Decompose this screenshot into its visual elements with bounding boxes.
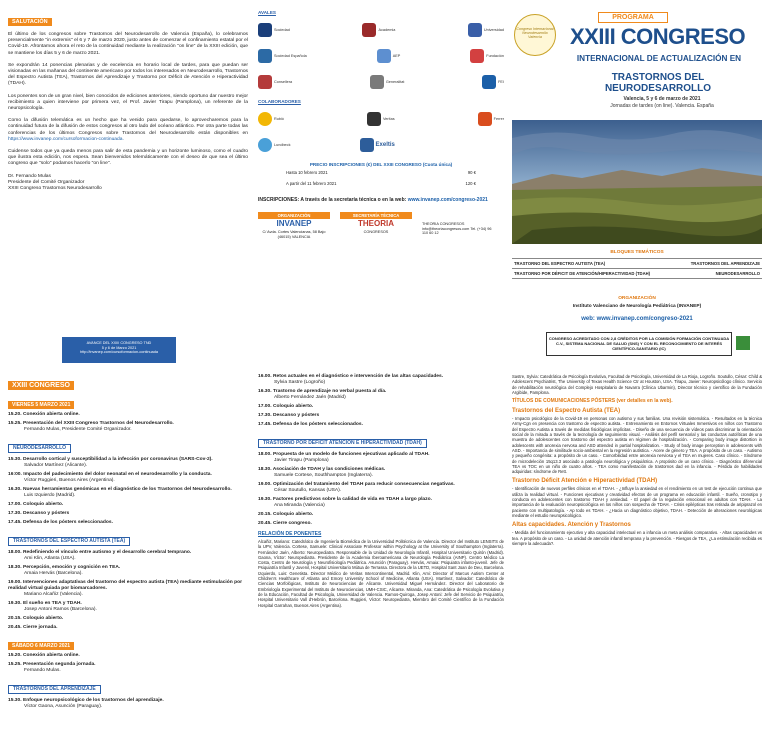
block-label-aprendizaje: TRASTORNOS DEL APRENDIZAJE	[8, 685, 101, 694]
session-item	[8, 472, 250, 484]
congress-badge: Congreso Internacional Neurodesarrollo Valencia	[514, 14, 556, 56]
colab-logo-mark	[258, 112, 272, 126]
session-item	[258, 374, 504, 386]
organization-title: ORGANIZACIÓN	[618, 296, 656, 301]
theoria-info: THEORIA CONGRESOS info@theoriacongresos.com Tel. (+34) 96 110 60 12	[422, 222, 492, 236]
aval-logo-mark	[258, 49, 272, 63]
session-speaker: Víctor Gaona, Asunción (Paraguay).	[24, 704, 103, 709]
price-value: 90 €	[467, 170, 476, 175]
session-title: 18.00. Propuesta de un modelo de funciones ejecutivas aplicado al TDAH.	[258, 452, 430, 457]
session-title: 15.30. Enfoque neuropsicológico de los trastornos del aprendizaje.	[8, 698, 164, 703]
aval-name: Fundación	[486, 54, 504, 58]
theoria-sub: CONGRESOS	[363, 230, 389, 234]
day1-header: VIERNES 5 MARZO 2021	[8, 401, 74, 409]
colab-logo	[258, 112, 284, 126]
session-item	[8, 457, 250, 469]
aval-logo	[258, 49, 307, 63]
session-title: 17.00. Coloquio abierto.	[258, 404, 314, 409]
session-title: 18.00. Redefiniendo el vínculo entre autismo y el desarrollo cerebral temprano.	[8, 550, 192, 555]
colab-logo-row	[258, 134, 504, 156]
price-label: A partir del 11 febrero 2021	[286, 181, 337, 186]
footer-link[interactable]: http://invanep.com/cursoformacion-continuada	[80, 350, 158, 355]
salutation-paragraph	[8, 118, 248, 143]
session-title: 17.45. Defensa de los pósters seleccionados.	[258, 422, 363, 427]
aval-logo-mark	[258, 75, 272, 89]
web-link[interactable]: web: www.invanep.com/congreso-2021	[581, 316, 693, 322]
price-row	[258, 178, 504, 189]
colab-name: Rubió	[274, 117, 284, 121]
registration-text: INSCRIPCIONES: A través de la secretaría técnica o en la web:	[258, 197, 407, 203]
posters-category: Trastornos del Espectro Autista (TEA)	[512, 408, 621, 415]
aval-logo-mark	[370, 75, 384, 89]
aval-name: Sociedad Española	[274, 54, 307, 58]
thematic-item: TRASTORNO DEL ESPECTRO AUTISTA (TEA)	[514, 261, 606, 266]
thematic-item: NEURODESARROLLO	[715, 271, 760, 276]
colab-name: Exeltis	[375, 142, 395, 148]
aval-logo	[258, 75, 292, 89]
session-title: 15.20. Conexión abierta online.	[8, 653, 80, 658]
sponsors-panel	[258, 10, 504, 365]
date-line: Jornadas de tardes (on line). Valencia. España	[610, 102, 714, 109]
session-title: 17.30. Descanso y pósters	[258, 413, 320, 418]
program-header: XXIII CONGRESO	[8, 381, 74, 390]
aval-logo	[370, 75, 405, 89]
session-item	[8, 662, 250, 674]
signature-name: Dr. Fernando Mulas	[8, 173, 51, 179]
theoria-logo: THEORIA	[358, 219, 394, 228]
invanep-logo: INVANEP	[276, 219, 312, 228]
colab-logo	[258, 138, 290, 152]
session-speaker: Ami Klin, Atlanta (USA).	[24, 556, 76, 561]
aval-logo-mark	[362, 23, 376, 37]
session-item	[8, 565, 250, 577]
thematic-row	[512, 258, 762, 269]
session-item	[8, 487, 250, 499]
courses-link[interactable]: https://www.invanep.com/cursoformacion-continuada.	[8, 136, 124, 142]
cover-panel	[512, 10, 762, 365]
posters-panel	[512, 374, 762, 736]
session-title: 20.45. Cierre congreso.	[258, 521, 312, 526]
aval-logo	[377, 49, 401, 63]
session-item	[8, 601, 250, 613]
session-title: 20.45. Cierre jornada.	[8, 625, 58, 630]
aval-name: Sociedad	[274, 28, 290, 32]
posters-list: - Identificación de nuevos perfiles clínicos en el TDAH. - ¿Influye la ansiedad en el rendimiento en un test de ejecución continua que utiliza la realidad virtual. - Funciones ejecutivas y creatividad efectos de un programa en educación infantil. - Sueño, cronotipo y conducta en adolescentes con trastorno TDAH y ansiedad. - El papel de la regulación emocional en adultos con TDAH. - La importancia de la evaluación neuropsicológica en los niños con sospecha de TDAH. - Crisis epilépticas tras retirada de aripiprazol en paciente con multipatología. - Ap todo es TDAH. - ¿Hacia un diagnóstico objetivo, TDAH. - Detección de alteraciones neurológicas mediante el estudio neuropsicológico.	[512, 486, 762, 518]
colab-logo-mark	[360, 138, 374, 152]
accreditation-box: CONGRESO ACREDITADO CON 2,8 CRÉDITOS POR LA COMISIÓN FORMACIÓN CONTINUADA C.V., SISTEMA NACIONAL DE SALUD (SNS) Y CON EL RECONOCIMIENTO DE INTERÉS CIENTÍFICO-SANITARIO (IC)	[546, 332, 732, 356]
session-title: 20.15. Coloquio abierto.	[258, 512, 314, 517]
landscape-painting-svg	[512, 120, 762, 244]
session-title: 16.30. Trastorno de aprendizaje no verbal puesta al día.	[258, 389, 387, 394]
speakers-list-continued: Sastre, Sylvia: Catedrática de Psicología Evolutiva, Facultad de Psicología, Universidad de La Rioja, Logroño. Soutullo, César: Child & Adolescent Psychiatrist, The University of Texas Health Science Ctr at Houston, USA. Tirapu, Javier: Neuropsicólogo clínico. Servicio de rehabilitación neurológica del Complejo Hospitalario de Navarra (Clínica Ubarmin), Director técnico y científico de la Fundación Argibide, Pamplona.	[512, 374, 762, 395]
session-speaker: Luis Izquierdo (Madrid).	[24, 493, 76, 498]
thematic-blocks-title: BLOQUES TEMÁTICOS	[610, 250, 664, 255]
price-title: PRECIO INSCRIPCIONES (€) DEL XXIII CONGRESO (Cuota única)	[309, 162, 453, 167]
speakers-title: RELACIÓN DE PONENTES	[258, 531, 322, 537]
aval-logo	[470, 49, 504, 63]
registration-info	[258, 197, 504, 204]
session-speaker: Fernando Mulas, Presidente Comité Organizador.	[24, 427, 132, 432]
session-speaker: Samuele Cortese, Southhampton (Inglaterra).	[274, 473, 373, 478]
block-label-neurodesarrollo: NEURODESARROLLO	[8, 444, 71, 453]
paragraph-text: Como la difusión telemática es un hecho que ha venido para quedarse, lo aprovecharemos para la continuidad futura de la difusión de estos congresos al otro lado del océano atlántico. Por otra parte todas las conferencias de los últimos Congresos sobre Trastornos del Neurodesarrollo están disponibles en	[8, 118, 248, 136]
thematic-item: TRASTORNO POR DÉFICIT DE ATENCIÓN/HIPERACTIVIDAD (TDAH)	[514, 271, 651, 276]
aval-logo-mark	[377, 49, 391, 63]
session-title: 17.00. Coloquio abierto.	[8, 502, 64, 507]
block-label-tea: TRASTORNOS DEL ESPECTRO AUTISTA (TEA)	[8, 537, 130, 546]
session-speaker: César Soutullo, Kansas (USA).	[274, 488, 342, 493]
secretariat-contact	[422, 212, 492, 239]
aval-name: Consellera	[274, 80, 293, 84]
colab-logo-row	[258, 108, 504, 130]
aval-logo-mark	[470, 49, 484, 63]
posters-category: Altas capacidades. Atención y Trastornos	[512, 522, 631, 529]
colab-logo-mark	[258, 138, 272, 152]
accreditation-seal-icon	[736, 336, 750, 350]
congress-subtitle-2: TRASTORNOS DEL NEURODESARROLLO	[604, 72, 712, 94]
salutation-paragraph: El último de los congresos sobre Trastornos del Neurodesarrollo de Valencia (España), lo celebramos presencialmente "in extremis" el 6 y 7 de marzo 2020, justo antes de comenzar el confinamiento estatal por el Covid-19. Afrontamos ahora el reto de la continuidad mediante la realización "on line" de la XXIII edición, que se mantiene los días 5 y 6 de marzo 2021.	[8, 32, 248, 56]
session-item	[8, 616, 250, 622]
session-title: 15.30. Desarrollo cortical y susceptibilidad a la infección por coronavirus (SARS-Cov-2).	[8, 457, 213, 462]
session-item	[258, 413, 504, 419]
organization-name: Instituto Valenciano de Neurología Pediátrica (INVANEP)	[572, 304, 702, 309]
session-item	[8, 502, 250, 508]
session-item	[8, 653, 250, 659]
organization-label: ORGANIZACIÓN	[258, 212, 330, 219]
session-speaker: Javier Tirapu (Pamplona)	[274, 458, 329, 463]
colab-name: Veritas	[382, 117, 395, 121]
session-title: 15.25. Presentación del XXIII Congreso Trastornos del Neurodesarrollo.	[8, 421, 174, 426]
avales-title: AVALES	[258, 10, 276, 15]
session-item	[258, 482, 504, 494]
colab-logo-mark	[478, 112, 492, 126]
aval-logo-mark	[482, 75, 496, 89]
congress-title: XXIII CONGRESO	[570, 24, 746, 49]
aval-logo-mark	[258, 23, 272, 37]
session-item	[258, 452, 504, 464]
colaboradores-title: COLABORADORES	[258, 99, 301, 104]
session-item	[8, 520, 250, 526]
price-row	[258, 167, 504, 178]
session-item	[8, 550, 250, 562]
organization-box	[258, 212, 330, 239]
session-title: 20.15. Coloquio abierto.	[8, 616, 64, 621]
posters-category: Trastorno Déficit Atención e Hiperactividad (TDAH)	[512, 478, 658, 485]
session-title: 16.30. Nuevas herramientas genómicas en el diagnóstico de los Trastornos del Neurodesarrollo.	[8, 487, 232, 492]
landscape-painting	[512, 120, 762, 244]
session-item	[8, 625, 250, 631]
session-title: 19.30. Factores predictivos sobre la calidad de vida en TDAH a largo plazo.	[258, 497, 432, 502]
session-item	[8, 421, 250, 433]
aval-name: Universidad	[483, 28, 504, 32]
session-item	[258, 497, 504, 509]
advance-footer-box	[62, 337, 176, 363]
session-item	[258, 389, 504, 401]
block-label-tdah: TRASTORNO POR DÉFICIT ATENCIÓN E HIPERACTIVIDAD (TDAH)	[258, 439, 427, 448]
thematic-row	[512, 269, 762, 279]
session-speaker: Mariano Alcañiz (Valencia).	[24, 592, 83, 597]
session-title: 19.00. Intervenciones adaptativas del trastorno del espectro autista (TEA) mediante estimulación por realidad virtual guiada por biomarcadores.	[8, 580, 243, 591]
session-speaker: Josep Antoni Ramos (Barcelona).	[24, 607, 97, 612]
salutation-paragraph: Los ponentes son de un gran nivel, bien conocidos de ediciones anteriores, siendo oportuno dar nuestro mejor recibimiento a quien interviene por primera vez, el Prof. Javier Tirapu (Pamplona), un referente de la neuropsicología.	[8, 93, 248, 112]
session-speaker: Alberto Fernández Jaén (Madrid)	[274, 395, 346, 400]
posters-list: - Impacto psicológico de la Covid-19 en personas con autismo y sus familias. Una revisión sistemática. - Resultados en la técnica Army-Cgn en presencia con trastorno de espectro autista. - Entrenamiento en Entornos Virtuales Inmersivos en niños con Trastorno del Espectro Autista a través de medidas fisiológicas implícitas. - Diseño de una secuencia de vídeos para discriminar la orientación social de la mirada a través de la tecnología de seguimiento visual. - Análisis del perfil sensorial y las conductas autolíticas de una muestra de adolescentes con trastorno del espectro autista en régimen de hospitalización. - Comparing body image distortion in adolescents with anorexia nervosa and ASD attended in partial hospitalization. - Study of body image perception in adolescents with ASD. - Importancia de similitude socio-ambiental en la regresión autística. - Acere de género y TEA. A propósito de un caso. - Autismo y pequeño congénita: a propósito de un caso. - Comorbilidad entre anorexia nerviosa y el TEA en mujeres. Caso clínico. - Síndrome de microdeleción 15q13.3 asociado a patología neurológica y psiquiátrica. A propósito de un caso clínico. - Diagnóstico diferencial TEA vs TOC en un niño de cuatro años. - TEA como manifestación de trastornos dad en la infancia. - Pérdida de habilidades adquiridas: síndrome de Rett.	[512, 416, 762, 475]
session-title: 15.20. Conexión abierta online.	[8, 412, 80, 417]
colab-logo	[367, 112, 395, 126]
session-item	[258, 422, 504, 428]
thematic-blocks-table	[512, 258, 762, 279]
aval-logo	[362, 23, 395, 37]
session-title: 19.30. El sueño en TEA y TDAH.	[8, 601, 82, 606]
session-title: 17.45. Defensa de los pósters seleccionados.	[8, 520, 113, 525]
organizers-row	[258, 212, 504, 239]
session-title: 17.30. Descanso y pósters	[8, 511, 70, 516]
session-title: 15.25. Presentación segunda jornada.	[8, 662, 96, 667]
session-speaker: Ana Miranda (Valencia)	[274, 503, 325, 508]
session-item	[8, 580, 250, 598]
thematic-item: TRASTORNOS DEL APRENDIZAJE	[690, 261, 760, 266]
session-item	[258, 404, 504, 410]
program-day2-panel	[258, 374, 504, 736]
posters-title: TÍTULOS DE COMUNICACIONES PÓSTERS (ver detalles en la web).	[512, 398, 673, 405]
aval-name: Academia	[378, 28, 396, 32]
session-item	[258, 467, 504, 479]
posters-list: - Medida del funcionamiento ejecutivo y alta capacidad intelectual en a infancia un meta análisis comparativo. - Altas capacidades vs tea. A propósito de un caso. - La unidad de atención infantil temprana y la prevención. - Riesgos de TEA, ¿La estimulación recibida es siempre la adecuada?.	[512, 530, 762, 546]
aval-logo	[482, 75, 504, 89]
colab-logo	[360, 138, 395, 152]
footer-line: AVANCE DEL XXIII CONGRESO TND	[86, 341, 152, 345]
invanep-address: C/ Avda. Cortes Valencianas, 58 Bajo (46015) VALENCIA	[262, 230, 326, 239]
aval-logo	[468, 23, 504, 37]
aval-name: AEP	[392, 54, 401, 58]
registration-link[interactable]: www.invanep.com/congreso-2021	[407, 197, 488, 203]
session-speaker: Fernando Mulas.	[24, 668, 61, 673]
session-title: 19.00. Optimización del tratamiento del TDAH para reducir consecuencias negativas.	[258, 482, 455, 487]
signature-event: XXIII Congreso Trastornos Neurodesarrollo	[8, 186, 102, 192]
aval-name: Generalitat	[385, 80, 405, 84]
session-title: 16:00. Impacto del padecimiento del dolor neonatal en el neurodesarrollo y la conducta.	[8, 472, 212, 477]
secretariat-box	[340, 212, 412, 239]
session-title: 16.00. Retos actuales en el diagnóstico e intervención de las altas capacidades.	[258, 374, 444, 379]
colab-name: Ferrer	[493, 117, 504, 121]
salutation-paragraph: Se expondrán 14 ponencias plenarias y de excelencia en horario local de tardes, para que puedan ser visionadas en las mañanas del continente americano por todos los interesados en Neurodesarrollo, Trastornos del Espectro Autista (TEA), Trastornos del Aprendizaje y Trastorno por Déficit de Atención e Hiperactividad (TDAH).	[8, 62, 248, 87]
session-item	[8, 698, 250, 710]
salutation-header: SALUTACIÓN	[8, 18, 52, 26]
congress-dates	[562, 96, 762, 109]
avales-logo-row	[258, 19, 504, 41]
session-speaker: Salvador Martínez (Alicante).	[24, 463, 88, 468]
programa-label: PROGRAMA	[598, 12, 668, 23]
speakers-list: Alcañiz, Mariano: Catedrático de Ingeniería Biomédica de la Universidad Politécnica de Valencia. Director del Instituto LENSITS de la UPV, Valencia. Cortese, Samuele: Clinical Associate Professor within Psychology at the University of Southampton (Inglaterra). Fernández Jaén, Alberto: Neuropediatra. Responsable de la Unidad de Neurología Infantil, Hospital Universitario Quirón (Madrid). Gaona, Víctor: Neuropediatra. Presidente de la Academia Iberoamericana de Neurología Pediátrica (AINP). Centro Médico La Costa, Centro de Neurología y Neurofisiología Pediátrica. Asunción (Paraguay). Hervás, Amaia: Psiquiatra infanto-juvenil. Jefe de Psiquiatría Infantil y Juvenil, Hospital Universitario Mútua de Terrassa. Directora de la UETD, Hospital Sant Joan de Deu, Barcelona. Izquierdo, Luis: Genetista. Director Médico de Veritas Intercontinental, Madrid. Klin, Ami: Director of Marcus Autism Center at Children's Healthcare of Atlanta and Emory University School of Medicine, Atlanta (USA). Martínez, Salvador: Catedrático de Ciencias Morfológicas, Instituto de Neurociencias de Alicante. Universidad Miguel Hernández. Director del Laboratorio de Embriología Experimental del Instituto de Neurociencias, UMH-CSIC, Alicante. Miranda, Ana: Catedrática de Psicología Evolutiva y de la Educación, Facultad de Psicología, Universidad de Valencia. Ramos-Quiroga, Josep Antoni: Jefe del Servicio de Psiquiatría, Hospital Universitario Vall d'Hebrón, Barcelona. Ruggieri, Víctor: Neuropediatra, Miembro del Comité Científico de la Fundación Hospital Garrahan, Buenos Aires (Argentina).	[258, 539, 504, 608]
signature-role: Presidente del Comité Organizador	[8, 179, 85, 185]
footer-line: 5 y 6 de Marzo 2021	[101, 345, 137, 350]
session-speaker: Amaia Hervás (Barcelona).	[24, 571, 83, 576]
session-speaker: Víctor Ruggieri, Buenos Aires (Argentina).	[24, 478, 115, 483]
price-value: 120 €	[465, 181, 476, 186]
aval-logo-mark	[468, 23, 482, 37]
session-item	[8, 511, 250, 517]
session-item	[258, 512, 504, 518]
avales-logo-row	[258, 71, 504, 93]
congress-subtitle: INTERNACIONAL DE ACTUALIZACIÓN EN	[576, 54, 742, 63]
session-title: 18.30. Percepción, emoción y cognición en TEA.	[8, 565, 121, 570]
aval-name: FEI	[498, 80, 504, 84]
colab-name: Lundbeck	[274, 143, 291, 147]
avales-logo-row	[258, 45, 504, 67]
salutation-panel	[8, 10, 248, 365]
session-title: 18.30. Asociación de TDAH y las condiciones médicas.	[258, 467, 386, 472]
session-item	[8, 412, 250, 418]
colab-logo-mark	[367, 112, 381, 126]
date-line: Valencia, 5 y 6 de marzo de 2021	[623, 96, 701, 102]
session-speaker: Sylvia Sastre (Logroño)	[274, 380, 326, 385]
price-label: Hasta 10 febrero 2021	[286, 170, 328, 175]
session-item	[258, 521, 504, 527]
secretariat-label: SECRETARÍA TÉCNICA	[340, 212, 412, 219]
program-day1-panel	[8, 374, 250, 736]
aval-logo	[258, 23, 290, 37]
salutation-paragraph: Cuidense todos que ya queda menos para salir de esta pandemia y un horizonte luminoso, como el cuadro que ilustra esta edición, nos espera. Sean bienvenidos telemáticamente con el deseo de que sea el último congreso que "solo" podamos hacerlo "on line".	[8, 149, 248, 167]
colab-logo	[478, 112, 504, 126]
day2-header: SÁBADO 6 MARZO 2021	[8, 642, 74, 650]
